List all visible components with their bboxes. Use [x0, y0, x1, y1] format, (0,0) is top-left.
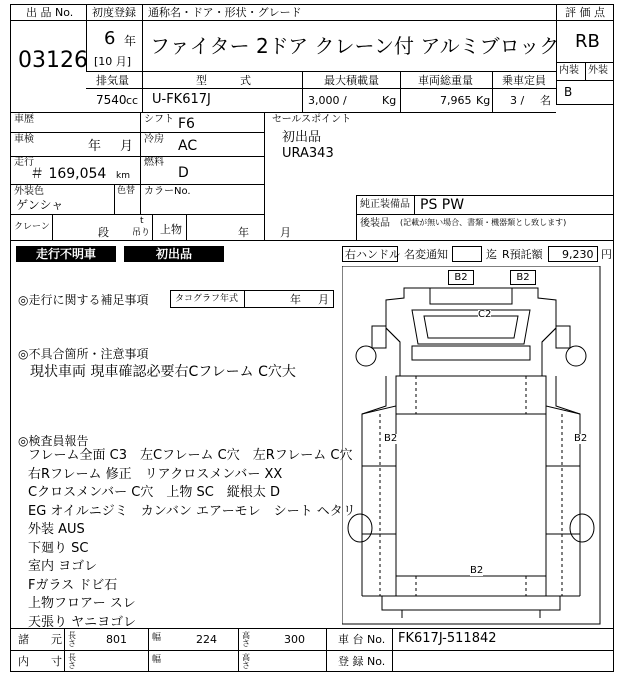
right-mirror	[556, 326, 570, 348]
fuel-value: D	[178, 165, 189, 181]
mileage-unit: km	[116, 171, 130, 181]
mark-front-right: B2	[510, 270, 536, 285]
front-left-wheel	[356, 346, 376, 366]
color-code-label: カラーNo.	[144, 186, 191, 197]
width-value: 224	[196, 633, 217, 646]
genuine-equip-label: 純正装備品	[360, 199, 410, 210]
first-listing-badge: 初出品	[124, 246, 224, 262]
mark-rear: B2	[470, 565, 484, 576]
tacho-label: タコグラフ年式	[175, 294, 239, 304]
name-change-box	[452, 246, 482, 262]
mark-left-side: B2	[384, 433, 398, 444]
inspector-line: Cクロスメンバー C穴 上物 SC 縦根太 D	[28, 485, 280, 500]
inspector-line: 外装 AUS	[28, 522, 85, 537]
inspection-year: 年	[88, 139, 102, 154]
length-value: 801	[106, 633, 127, 646]
reg-no-label: 登 録 No.	[338, 655, 386, 668]
capacity-unit: 名	[540, 94, 551, 107]
r-tax-value: 9,230	[562, 248, 594, 261]
chassis-label: 車 台 No.	[338, 633, 386, 646]
inspector-line: フレーム全面 C3 左Cフレーム C穴 左Rフレーム C穴	[28, 448, 353, 463]
mark-front-left: B2	[448, 270, 474, 285]
rear-right-wheel	[570, 514, 594, 542]
deadline-label: 迄	[486, 248, 497, 261]
shift-value: F6	[178, 116, 195, 132]
cab-outline	[386, 288, 556, 376]
inner-width-label: 幅	[152, 655, 162, 665]
fuel-label: 燃料	[144, 157, 164, 168]
reg-year-unit: 年	[124, 34, 137, 48]
tacho-year: 年	[290, 293, 301, 306]
capacity-value: 3 /	[510, 94, 525, 107]
gross-weight-value: 7,965	[440, 94, 472, 107]
max-load-label: 最大積載量	[324, 74, 379, 87]
inspector-line: 下廻り SC	[28, 540, 89, 556]
crane-dan: 段	[98, 226, 109, 239]
inner-height-label: 高さ	[242, 653, 250, 670]
aftermarket-label: 後装品	[360, 218, 390, 229]
ext-color-label: 外装色	[14, 186, 44, 197]
upper-month: 月	[280, 226, 291, 239]
inspection-label: 車検	[14, 134, 34, 145]
evaluation-score: RB	[575, 31, 600, 52]
inspector-line: 天張り ヤニヨゴレ	[28, 614, 137, 630]
exterior-label: 外装	[588, 65, 608, 76]
reg-month: [10 月]	[94, 55, 132, 68]
genuine-equip-value: PS PW	[420, 197, 465, 213]
color-no-label: 色替	[117, 186, 136, 196]
sales-point-label: セールスポイント	[272, 114, 352, 125]
inspector-line: 右Rフレーム 修正 リアクロスメンバー XX	[28, 466, 283, 482]
rear-left-wheel	[348, 514, 372, 542]
upper-year: 年	[238, 226, 249, 239]
displacement-unit: cc	[126, 94, 139, 107]
shift-label: シフト	[144, 114, 174, 125]
crane-label: クレーン	[14, 222, 50, 232]
height-label: 高さ	[242, 631, 250, 648]
interior-score: B	[564, 85, 573, 99]
capacity-label: 乗車定員	[502, 74, 546, 87]
height-value: 300	[284, 633, 305, 646]
mileage-label: 走行	[14, 157, 34, 168]
defect-line: 現状車両 現車確認必要右Cフレーム C穴大	[30, 364, 296, 380]
r-tax-unit: 円	[601, 248, 612, 261]
car-name-label: 通称名・ドア・形状・グレード	[148, 6, 302, 19]
mark-cab: C2	[478, 309, 492, 320]
model-label: 型 式	[196, 74, 251, 87]
chassis-value: FK617J-511842	[398, 631, 497, 646]
displacement-value: 7540	[96, 93, 127, 107]
front-right-wheel	[566, 346, 586, 366]
dims-label: 諸 元	[18, 633, 62, 646]
windshield	[412, 310, 530, 344]
mark-right-side: B2	[574, 433, 588, 444]
left-mirror	[372, 326, 386, 348]
first-reg-label: 初度登録	[92, 6, 136, 19]
steering-value: 右ハンドル	[345, 248, 400, 261]
mileage-value: ＃ 169,054	[30, 166, 107, 182]
name-change-label: 名変通知	[404, 248, 448, 261]
lot-no-label: 出 品 No.	[26, 6, 74, 19]
defect-heading: ◎不具合箇所・注意事項	[18, 347, 149, 361]
inspector-line: 室内 ヨゴレ	[28, 559, 98, 574]
length-label: 長さ	[68, 631, 76, 648]
interior-label: 内装	[559, 65, 579, 76]
lot-number: 03126	[18, 48, 88, 73]
score-label: 評 価 点	[565, 6, 605, 19]
r-tax-label: R預託額	[502, 248, 543, 261]
upper-body-label: 上物	[160, 223, 182, 236]
max-load-unit: Kg	[382, 94, 397, 107]
ac-label: 冷房	[144, 134, 164, 145]
sales-point-line-1: 初出品	[282, 130, 322, 145]
mileage-unknown-badge: 走行不明車	[16, 246, 116, 262]
cab-roof	[430, 288, 512, 304]
inspector-line: Fガラス ドビ石	[28, 577, 118, 593]
ac-value: AC	[178, 138, 198, 154]
crane-t: t	[140, 216, 144, 226]
gross-weight-unit: Kg	[476, 94, 491, 107]
history-label: 車歴	[14, 114, 34, 125]
gross-weight-label: 車両総重量	[418, 74, 473, 87]
cargo-body	[396, 376, 546, 596]
rear-bumper	[382, 596, 560, 610]
inspector-line: EG オイルニジミ カンバン エアーモレ シート ヘタリ	[28, 503, 356, 519]
ext-color-value: ゲンシャ	[16, 198, 64, 212]
width-label: 幅	[152, 633, 162, 643]
inner-dims-label: 内 寸	[18, 655, 62, 668]
mileage-notes-heading: ◎走行に関する補足事項	[18, 293, 149, 307]
aftermarket-note: (記載が無い場合、書類・機器類とし致します)	[400, 218, 567, 227]
car-name: ファイター 2ドア クレーン付 アルミブロック	[150, 34, 560, 58]
model-value: U-FK617J	[152, 92, 211, 107]
inspector-line: 上物フロアー スレ	[28, 596, 136, 611]
crane-tsuri: 吊り	[132, 228, 151, 238]
reg-year: 6	[104, 28, 116, 49]
sales-point-line-2: URA343	[282, 146, 334, 161]
inspection-month: 月	[120, 139, 134, 154]
displacement-label: 排気量	[96, 74, 129, 87]
tacho-month: 月	[318, 293, 329, 306]
inspector-heading: ◎検査員報告	[18, 434, 89, 448]
max-load-value: 3,000 /	[308, 94, 347, 107]
inner-length-label: 長さ	[68, 653, 76, 670]
